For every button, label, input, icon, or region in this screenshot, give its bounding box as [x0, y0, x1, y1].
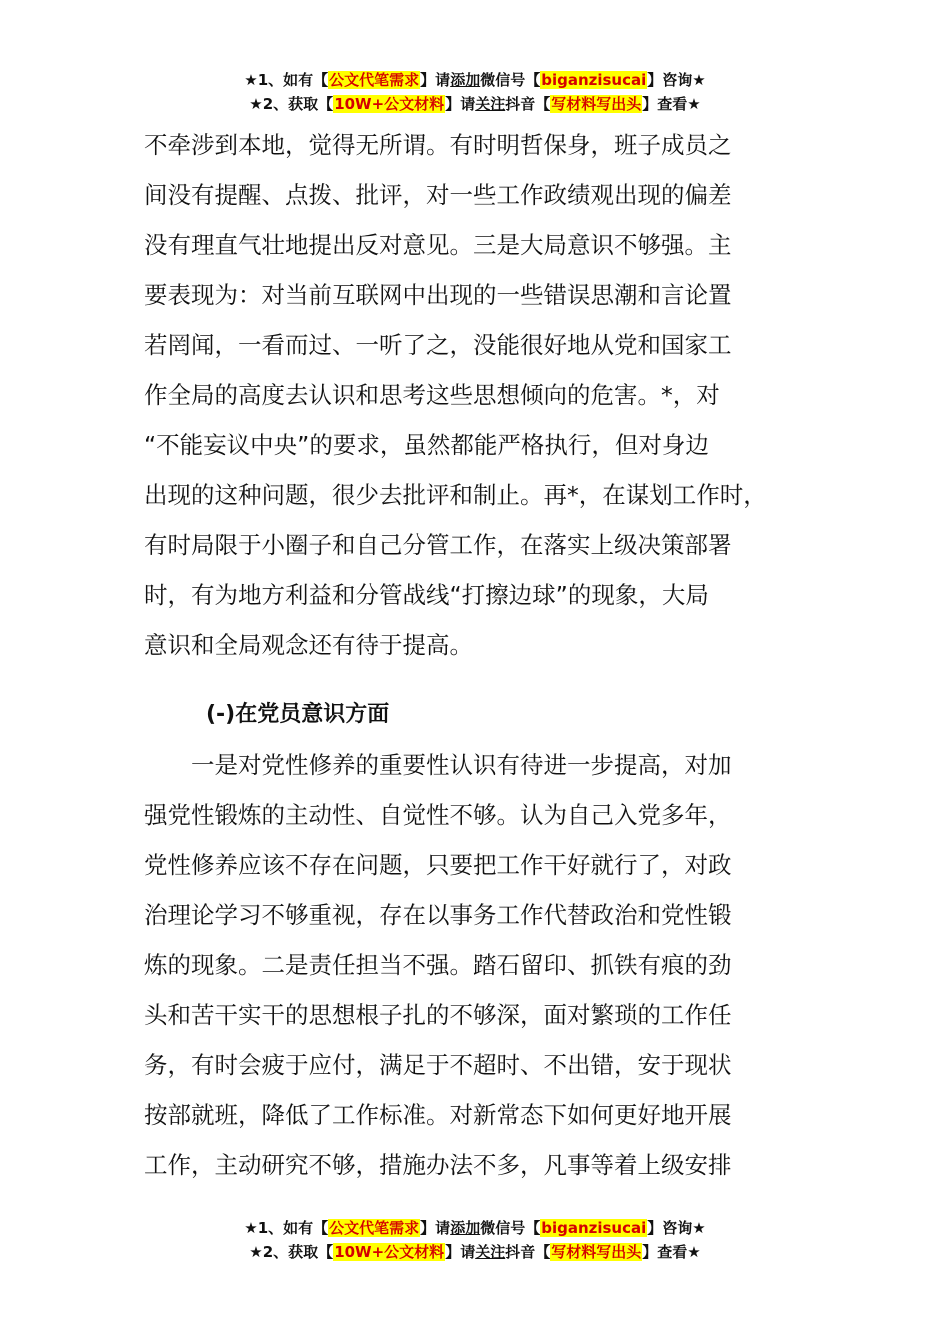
banner-text: 抖音【	[505, 95, 551, 113]
banner-text: 抖音【	[505, 1243, 551, 1261]
banner-text: ★1、如有【	[244, 1219, 329, 1237]
banner-text: 微信号【	[480, 71, 541, 89]
text-line: 一是对党性修养的重要性认识有待进一步提高，对加	[191, 751, 732, 779]
banner-line-2	[0, 1240, 950, 1264]
banner-highlight-douyin: 写材料写出头	[551, 95, 642, 113]
text-line: 意识和全局观念还有待于提高。	[144, 631, 473, 659]
banner-underline: 添加	[450, 71, 481, 89]
banner-text: 】请	[420, 1219, 451, 1237]
banner-highlight-douyin: 写材料写出头	[551, 1243, 642, 1261]
text-line: 务，有时会疲于应付，满足于不超时、不出错，安于现状	[144, 1051, 732, 1079]
text-line: 头和苦干实干的思想根子扎的不够深，面对繁琐的工作任	[144, 1001, 732, 1029]
text-line: 作全局的高度去认识和思考这些思想倾向的危害。*，对	[144, 381, 720, 409]
banner-line-2	[0, 92, 950, 116]
banner-underline: 添加	[450, 1219, 481, 1237]
banner-text: 微信号【	[480, 1219, 541, 1237]
text-line: 出现的这种问题，很少去批评和制止。再*，在谋划工作时，	[144, 481, 767, 509]
banner-text: ★1、如有【	[244, 71, 329, 89]
banner-underline: 关注	[475, 95, 506, 113]
paragraph-2	[144, 740, 834, 1190]
banner-text: ★2、获取【	[249, 1243, 334, 1261]
text-line: “不能妄议中央”的要求，虽然都能严格执行，但对身边	[144, 431, 709, 459]
banner-text: 】查看★	[642, 1243, 701, 1261]
banner-line-1	[0, 1216, 950, 1240]
banner-highlight-wechat: biganzisucai	[541, 71, 647, 89]
section-heading: (-)在党员意识方面	[206, 702, 390, 727]
text-line: 党性修养应该不存在问题，只要把工作干好就行了，对政	[144, 851, 732, 879]
banner-underline: 关注	[475, 1243, 506, 1261]
text-line: 有时局限于小圈子和自己分管工作，在落实上级决策部署	[144, 531, 732, 559]
banner-highlight: 公文代笔需求	[329, 1219, 420, 1237]
banner-highlight: 公文代笔需求	[329, 71, 420, 89]
paragraph-1	[144, 120, 834, 670]
text-line: 强党性锻炼的主动性、自觉性不够。认为自己入党多年，	[144, 801, 732, 829]
text-line: 没有理直气壮地提出反对意见。三是大局意识不够强。主	[144, 231, 732, 259]
text-line: 按部就班，降低了工作标准。对新常态下如何更好地开展	[144, 1101, 732, 1129]
footer-banner	[0, 1216, 950, 1264]
text-line: 间没有提醒、点拨、批评，对一些工作政绩观出现的偏差	[144, 181, 732, 209]
banner-text: 】请	[420, 71, 451, 89]
banner-line-1	[0, 68, 950, 92]
text-line: 时，有为地方利益和分管战线“打擦边球”的现象，大局	[144, 581, 709, 609]
text-line: 治理论学习不够重视，存在以事务工作代替政治和党性锻	[144, 901, 732, 929]
text-line: 炼的现象。二是责任担当不强。踏石留印、抓铁有痕的劲	[144, 951, 732, 979]
banner-text: 】咨询★	[647, 1219, 706, 1237]
header-banner	[0, 68, 950, 116]
banner-highlight: 10W+公文材料	[334, 95, 445, 113]
banner-highlight: 10W+公文材料	[334, 1243, 445, 1261]
text-line: 若罔闻，一看而过、一听了之，没能很好地从党和国家工	[144, 331, 732, 359]
text-line: 不牵涉到本地，觉得无所谓。有时明哲保身，班子成员之	[144, 131, 732, 159]
banner-text: 】请	[445, 1243, 476, 1261]
banner-text: 】咨询★	[647, 71, 706, 89]
banner-text: 】查看★	[642, 95, 701, 113]
banner-text: 】请	[445, 95, 476, 113]
text-line: 工作，主动研究不够，措施办法不多，凡事等着上级安排	[144, 1151, 732, 1179]
text-line: 要表现为：对当前互联网中出现的一些错误思潮和言论置	[144, 281, 732, 309]
banner-text: ★2、获取【	[249, 95, 334, 113]
banner-highlight-wechat: biganzisucai	[541, 1219, 647, 1237]
document-body	[144, 120, 834, 1190]
